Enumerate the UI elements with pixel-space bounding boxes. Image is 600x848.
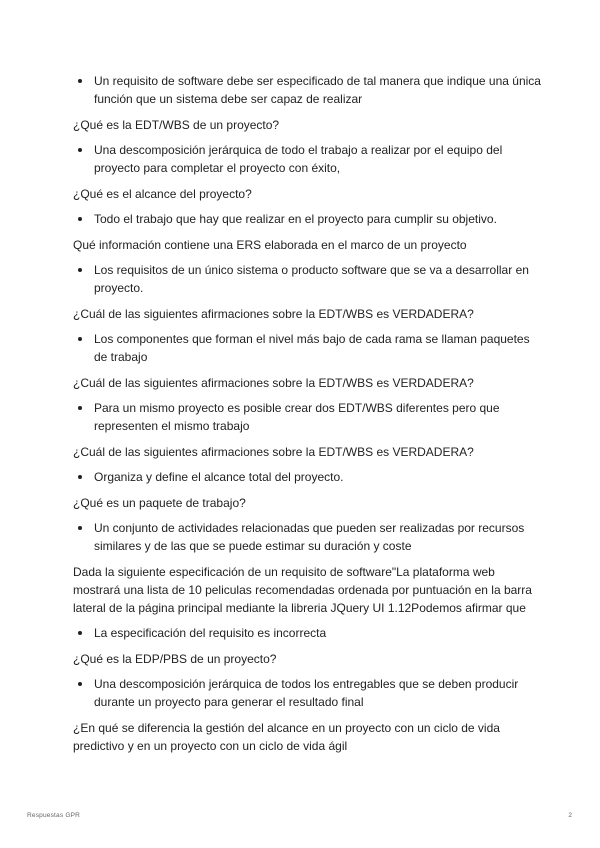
bullet-icon: [78, 631, 82, 635]
bullet-icon: [78, 79, 82, 83]
answer-text: Organiza y define el alcance total del proyecto.: [94, 470, 344, 484]
bullet-icon: [78, 268, 82, 272]
answer-text: Una descomposición jerárquica de todos los entregables que se deben producir durante un proyecto para generar el resultado final: [94, 677, 519, 709]
answer-text: Para un mismo proyecto es posible crear dos EDT/WBS diferentes pero que representen el mismo trabajo: [94, 401, 500, 433]
answer-text: Un requisito de software debe ser especificado de tal manera que indique una única función que un sistema debe ser capaz de realizar: [94, 74, 541, 106]
answer-item: [73, 399, 543, 435]
answer-item: [73, 141, 543, 177]
answer-item: [73, 72, 543, 108]
page-number: 2: [568, 812, 572, 819]
question-text: ¿Qué es el alcance del proyecto?: [73, 187, 252, 201]
answer-item: [73, 330, 543, 366]
answer-item: [73, 519, 543, 555]
answer-text: Los componentes que forman el nivel más bajo de cada rama se llaman paquetes de trabajo: [94, 332, 530, 364]
bullet-icon: [78, 475, 82, 479]
answer-item: [73, 261, 543, 297]
question-text: ¿En qué se diferencia la gestión del alcance en un proyecto con un ciclo de vida predictivo y en un proyecto con un ciclo de vida ágil: [73, 721, 500, 753]
footer-title: Respuestas GPR: [27, 812, 81, 819]
answer-item: [73, 624, 543, 642]
answer-text: Una descomposición jerárquica de todo el trabajo a realizar por el equipo del proyecto para completar el proyecto con éxito,: [94, 143, 503, 175]
question-text: ¿Cuál de las siguientes afirmaciones sobre la EDT/WBS es VERDADERA?: [73, 307, 474, 321]
answer-text: Un conjunto de actividades relacionadas que pueden ser realizadas por recursos similares y de las que se puede estimar su duración y coste: [94, 521, 525, 553]
answer-text: Los requisitos de un único sistema o producto software que se va a desarrollar en proyecto.: [94, 263, 529, 295]
question-text: ¿Qué es la EDT/WBS de un proyecto?: [73, 118, 280, 132]
bullet-icon: [78, 682, 82, 686]
answer-text: La especificación del requisito es incorrecta: [94, 626, 327, 640]
answer-item: [73, 210, 543, 228]
bullet-icon: [78, 526, 82, 530]
question-text: ¿Cuál de las siguientes afirmaciones sobre la EDT/WBS es VERDADERA?: [73, 376, 474, 390]
bullet-icon: [78, 406, 82, 410]
bullet-icon: [78, 148, 82, 152]
document-body: [73, 72, 543, 762]
question-text: ¿Qué es un paquete de trabajo?: [73, 496, 246, 510]
question-text: Dada la siguiente especificación de un requisito de software"La plataforma web mostrará una lista de 10 peliculas recomendadas ordenada por puntuación en la barra lateral de la página principal mediante la libreria JQuery UI 1.12Podemos afirmar que: [73, 565, 532, 615]
bullet-icon: [78, 217, 82, 221]
answer-item: [73, 675, 543, 711]
answer-text: Todo el trabajo que hay que realizar en el proyecto para cumplir su objetivo.: [94, 212, 497, 226]
answer-item: [73, 468, 543, 486]
question-text: ¿Cuál de las siguientes afirmaciones sobre la EDT/WBS es VERDADERA?: [73, 445, 474, 459]
bullet-icon: [78, 337, 82, 341]
question-text: ¿Qué es la EDP/PBS de un proyecto?: [73, 652, 277, 666]
question-text: Qué información contiene una ERS elaborada en el marco de un proyecto: [73, 238, 467, 252]
